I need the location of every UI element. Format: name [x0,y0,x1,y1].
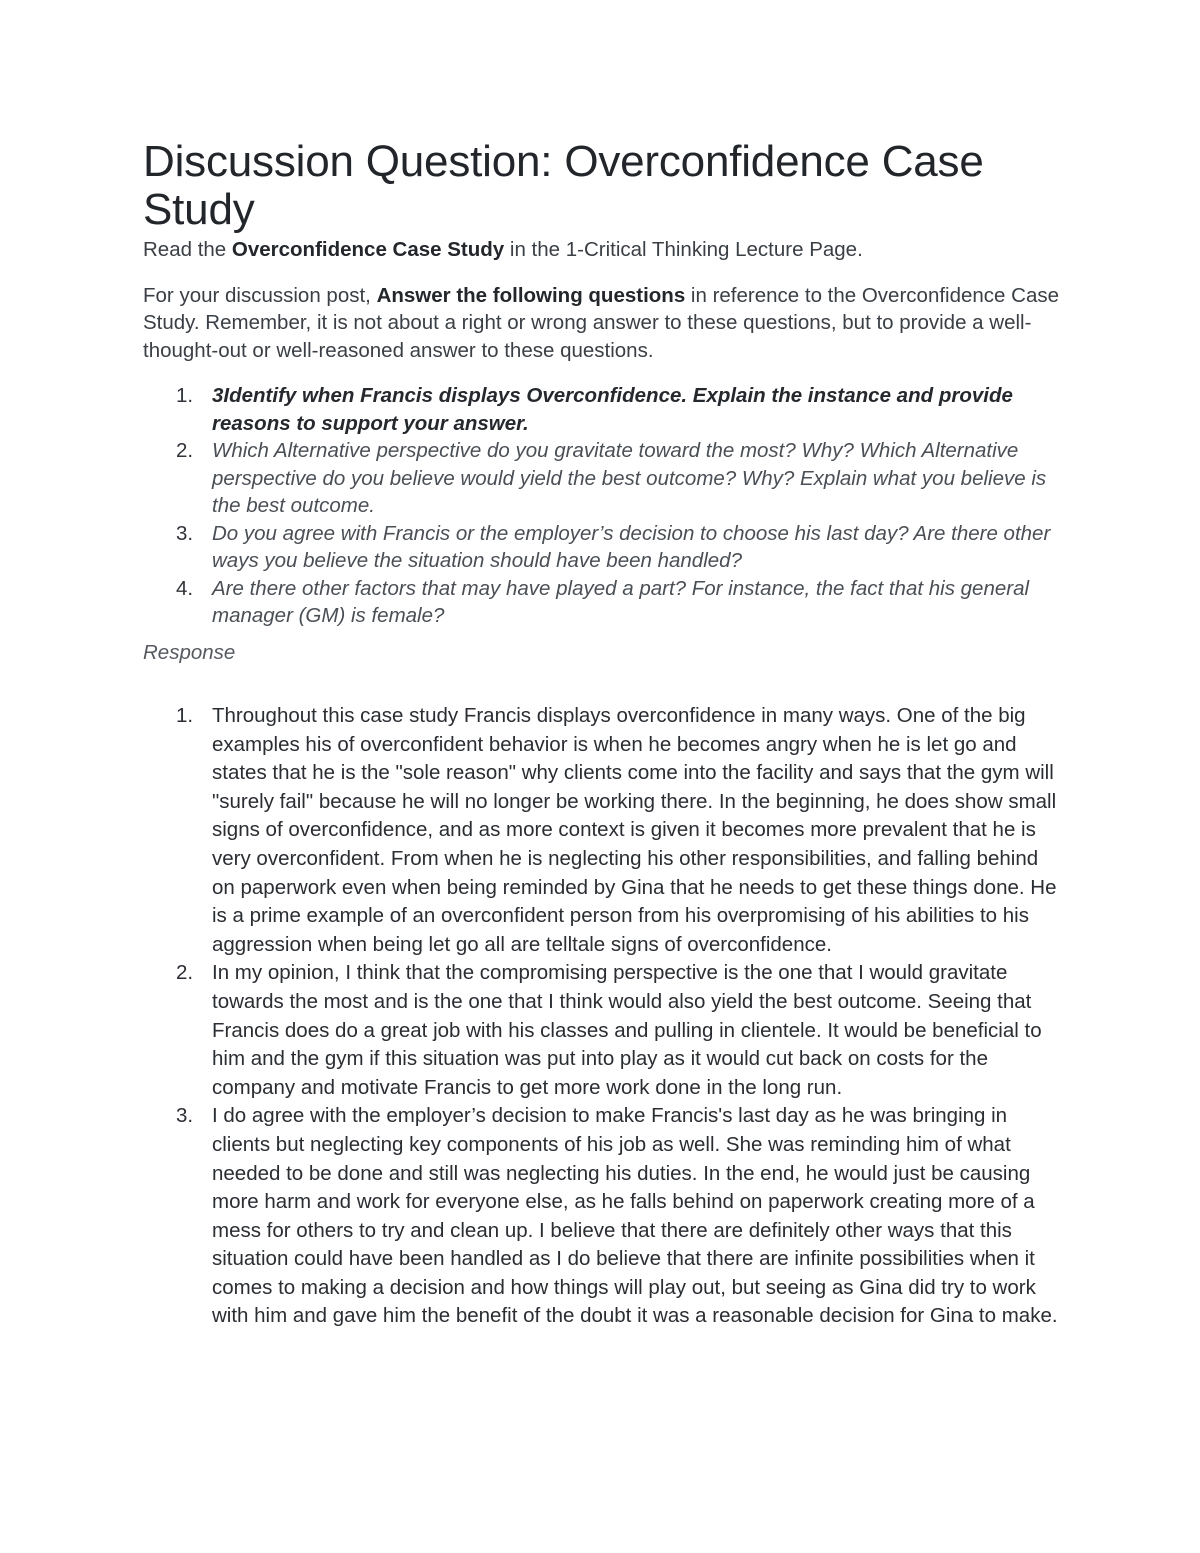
prompt-text-before: For your discussion post, [143,283,377,307]
intro-text-before: Read the [143,238,232,261]
question-list [143,382,1063,630]
answer-text: I do agree with the employer’s decision to make Francis's last day as he was bringing in clients but neglecting key components of his job as well. She was reminding him of what needed to be done and still was neglecting his duties. In the end, he would just be causing more harm and work for everyone else, as he falls behind on paperwork creating more of a mess for others to try and clean up. I believe that there are definitely other ways that this situation could have been handled as I do believe that there are infinite possibilities when it comes to making a decision and how things will play out, but seeing as Gina did try to work with him and gave him the benefit of the doubt it was a reasonable decision for Gina to make. [212,1104,1058,1328]
document-page [143,138,1063,1331]
question-item [143,382,1063,437]
question-text: Are there other factors that may have played a part? For instance, the fact that his general manager (GM) is female? [212,576,1030,627]
intro-text-after: in the 1-Critical Thinking Lecture Page. [504,238,863,261]
question-number: 3. [176,521,194,545]
question-item [143,575,1063,630]
intro-paragraph [143,236,1063,264]
question-text: Which Alternative perspective do you gravitate toward the most? Why? Which Alternative perspective do you believe would yield the best outcome? Why? Explain what you believe is the best outcome. [212,439,1047,517]
response-heading: Response [143,640,236,664]
question-text: Do you agree with Francis or the employer’s decision to choose his last day? Are there other ways you believe the situation should have been handled? [212,521,1051,572]
question-number: 1. [176,384,194,407]
prompt-paragraph [143,282,1063,365]
prompt-instruction: Answer the following questions [376,283,686,307]
answer-text: In my opinion, I think that the compromising perspective is the one that I would gravitate towards the most and is the one that I think would also yield the best outcome. Seeing that Francis does do a great job with his classes and pulling in clientele. It would be beneficial to him and the gym if this situation was put into play as it would cut back on costs for the company and motivate Francis to get more work done in the long run. [212,961,1042,1099]
answer-list [143,702,1063,1331]
question-number: 2. [176,439,194,462]
answer-number: 2. [176,961,194,985]
intro-case-study-name: Overconfidence Case Study [231,238,505,261]
answer-number: 1. [176,704,194,727]
question-text: 3Identify when Francis displays Overconfidence. Explain the instance and provide reasons to support your answer. [212,384,1013,435]
prompt-text-after: in reference to the Overconfidence Case Study. Remember, it is not about a right or wrong answer to these questions, but to provide a well-thought-out or well-reasoned answer to these questions. [143,283,1059,362]
answer-number: 3. [176,1104,194,1128]
answer-item [143,702,1063,959]
question-item [143,437,1063,520]
answer-item [143,959,1063,1102]
question-item [143,520,1063,575]
answer-text: Throughout this case study Francis displays overconfidence in many ways. One of the big examples his of overconfident behavior is when he becomes angry when he is let go and states that he is the "sole reason" why clients come into the facility and says that the gym will "surely fail" because he will no longer be working there. In the beginning, he does show small signs of overconfidence, and as more context is given it becomes more prevalent that he is very overconfident. From when he is neglecting his other responsibilities, and falling behind on paperwork even when being reminded by Gina that he needs to get these things done. He is a prime example of an overconfident person from his overpromising of his abilities to his aggression when being let go all are telltale signs of overconfidence. [212,704,1057,956]
document-title: Discussion Question: Overconfidence Case Study [143,137,984,234]
question-number: 4. [176,576,194,600]
answer-item [143,1102,1063,1331]
